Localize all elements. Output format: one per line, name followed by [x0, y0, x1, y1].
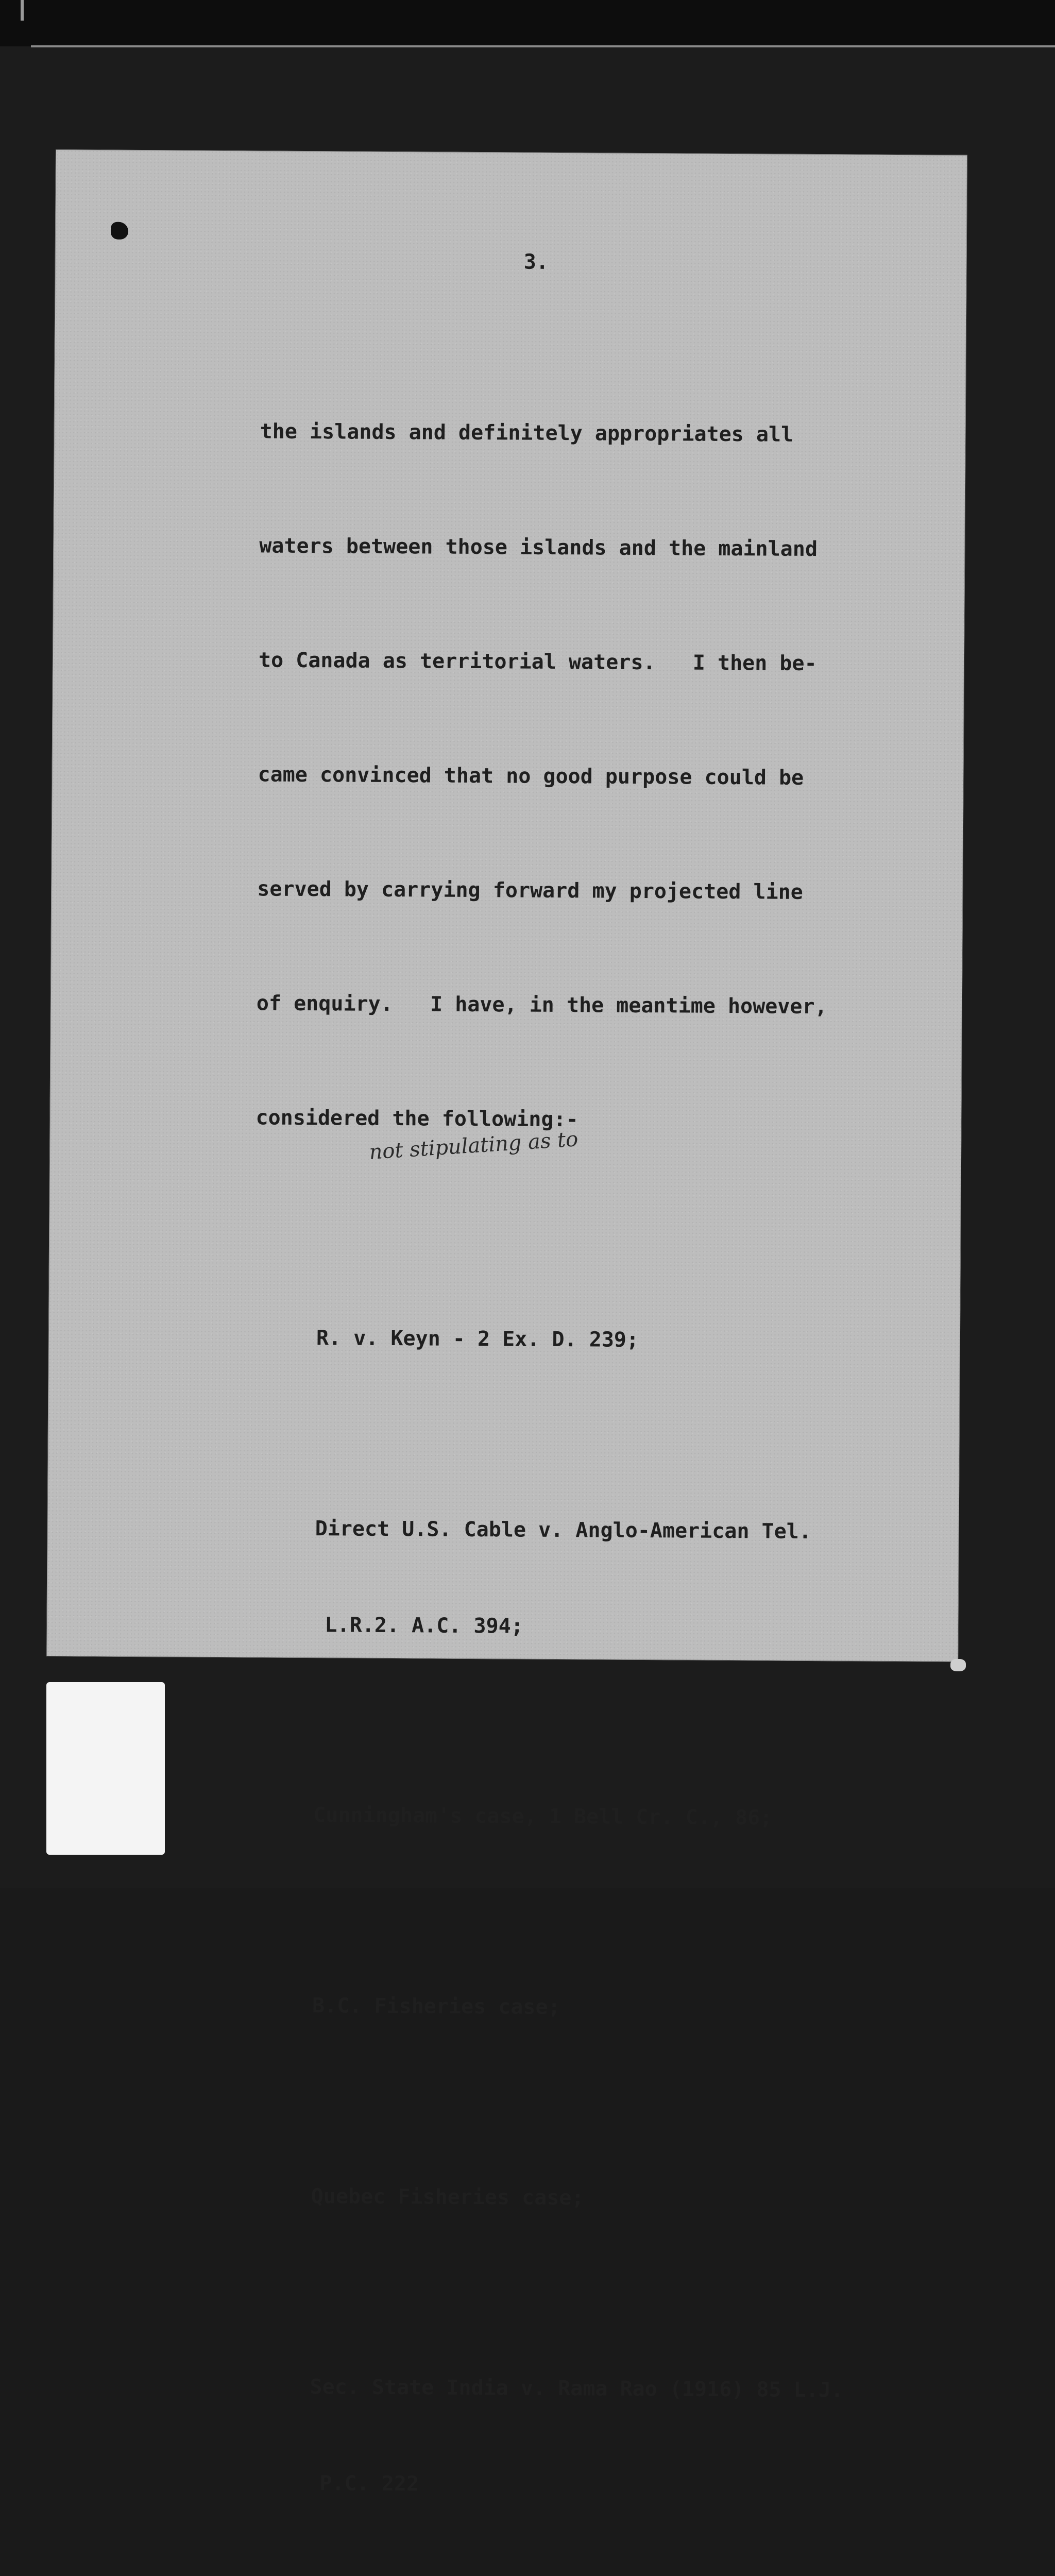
handwritten-insertion: not stipulating as to	[368, 1127, 579, 1164]
body-line: to Canada as territorial waters. I then be-	[258, 648, 817, 676]
body-line: of enquiry. I have, in the meantime however,	[256, 991, 827, 1019]
body-line: the islands and definitely appropriates all	[260, 419, 794, 447]
citation-list	[247, 1251, 873, 2572]
citation: Cunningham's case, 1 Bell Cr. C., 86;	[313, 1803, 773, 1830]
citation: B.C. Fisheries case;	[312, 1994, 560, 2020]
scan-edge-line	[31, 45, 1055, 47]
citation: Sec. State India v. Rama Rao (1916) 85 L.J.	[310, 2375, 844, 2402]
body-line: waters between those islands and the mainland	[259, 534, 818, 562]
body-line: considered the following:-	[256, 1106, 578, 1132]
corner-mark	[21, 0, 24, 21]
citation: Quebec Fisheries case;	[311, 2184, 584, 2210]
scan-top-border	[0, 0, 1055, 46]
page-number: 3.	[523, 250, 549, 274]
paper-fleck	[950, 1659, 966, 1671]
white-label-tab	[46, 1682, 165, 1855]
citation-continuation: P.C. 222	[319, 2471, 419, 2496]
body-line: served by carrying forward my projected line	[257, 877, 803, 904]
citation-continuation: L.R.2. A.C. 394;	[325, 1613, 523, 1638]
citation: Direct U.S. Cable v. Anglo-American Tel.	[315, 1517, 812, 1544]
body-line: came convinced that no good purpose could be	[258, 762, 804, 790]
punch-hole	[111, 222, 128, 240]
page-body	[234, 336, 879, 2576]
typed-page	[46, 149, 967, 2496]
citation: R. v. Keyn - 2 Ex. D. 239;	[316, 1326, 639, 1352]
